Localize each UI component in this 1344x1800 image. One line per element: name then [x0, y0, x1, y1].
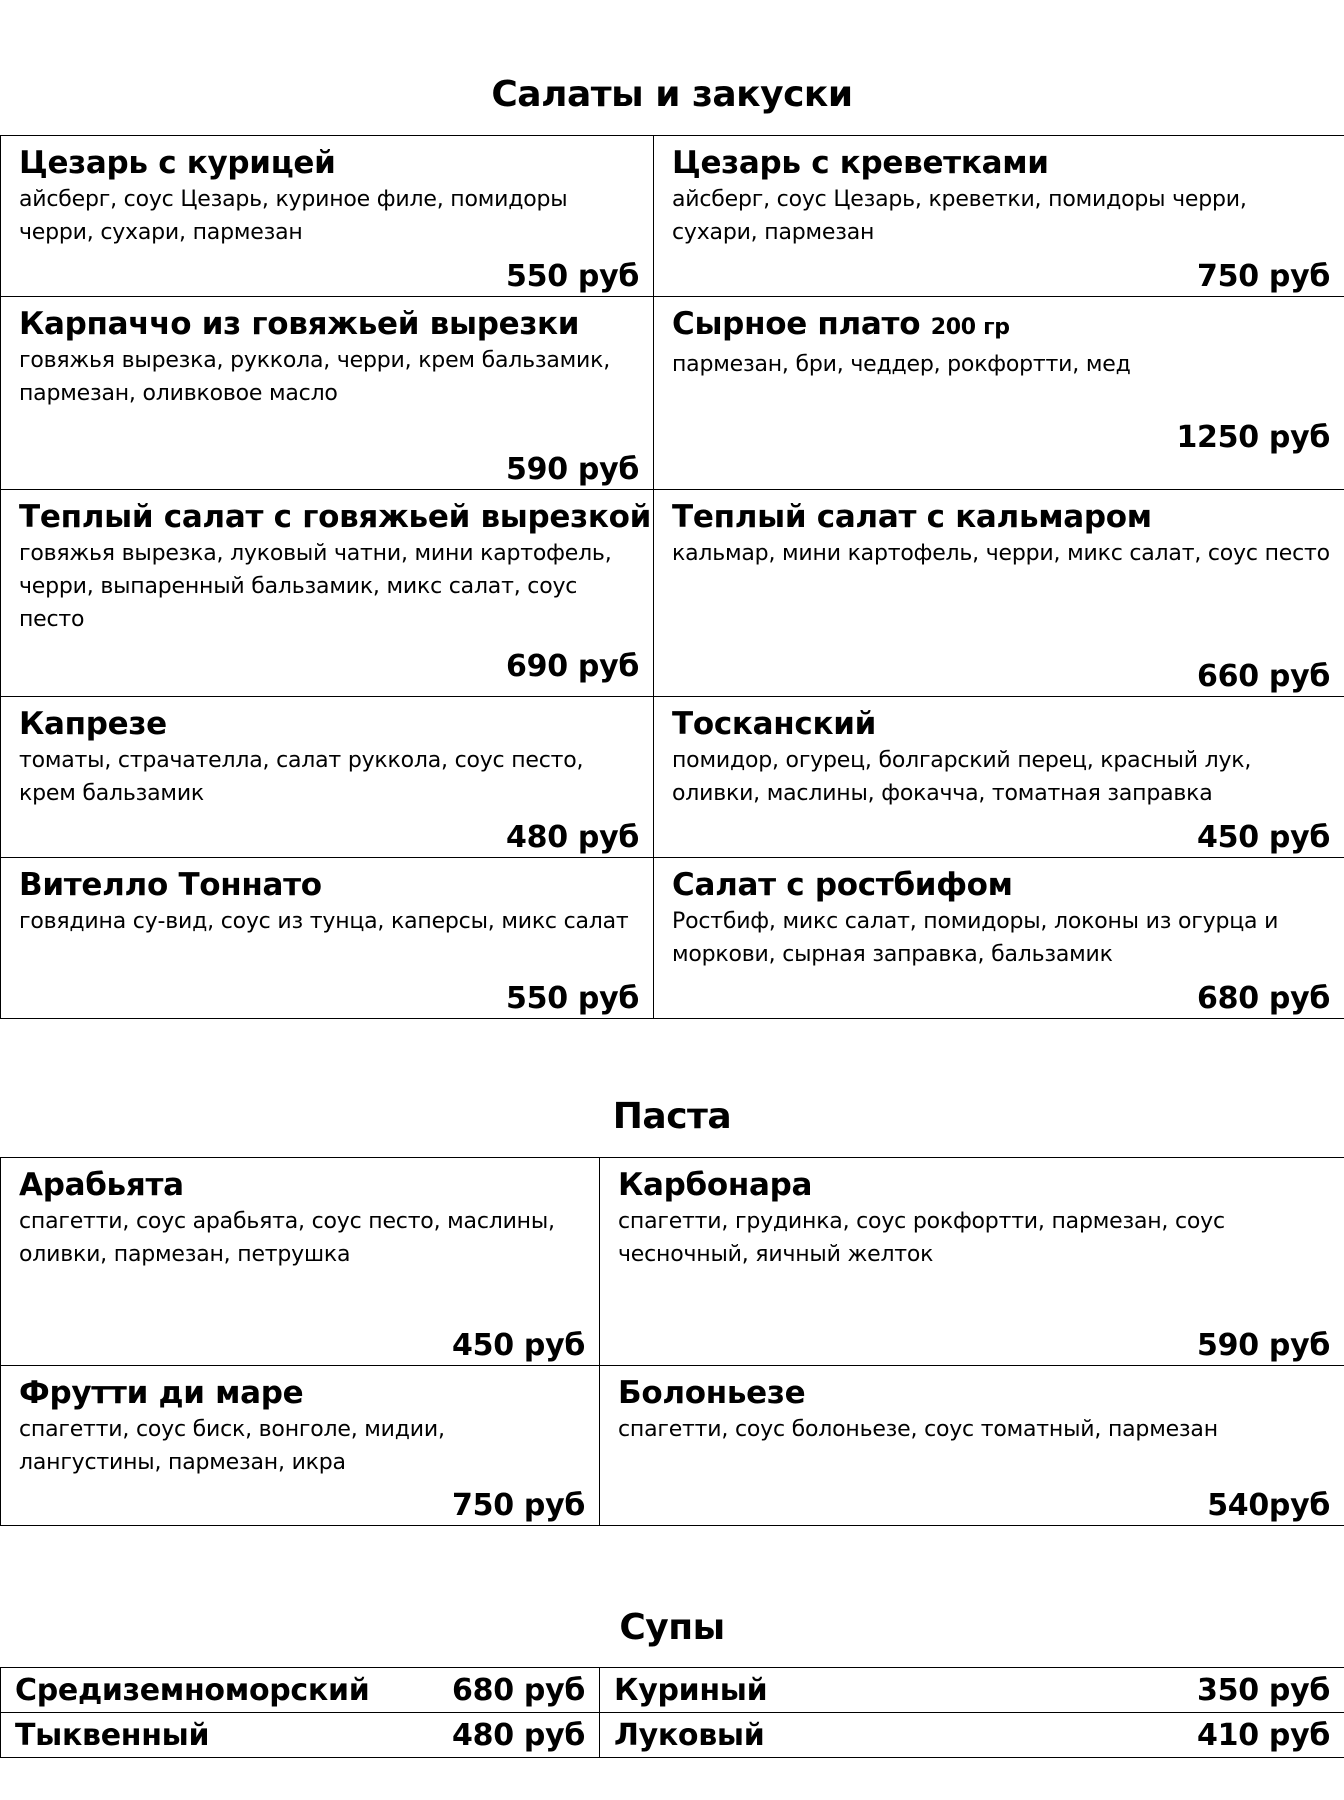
dish-name: Тосканский [672, 706, 877, 742]
dish-price: 480 руб [506, 820, 639, 855]
dish-name: Капрезе [19, 706, 167, 742]
dish-price: 750 руб [452, 1488, 585, 1523]
soup-name: Средиземноморский [15, 1672, 370, 1708]
dish-name: Салат с ростбифом [672, 867, 1013, 903]
section-title-salads: Салаты и закуски [491, 74, 853, 115]
menu-item [1, 858, 654, 1019]
dish-name: Болоньезе [618, 1375, 806, 1411]
menu-item [1, 1158, 600, 1366]
dish-description: говядина су-вид, соус из тунца, каперсы, микс салат [19, 909, 629, 934]
section-title-pasta: Паста [612, 1096, 732, 1137]
dish-description: пармезан, бри, чеддер, рокфортти, мед [672, 352, 1131, 377]
soup-item [1, 1668, 600, 1713]
dish-price: 550 руб [506, 981, 639, 1016]
soup-price: 410 руб [1197, 1717, 1330, 1753]
soup-name: Тыквенный [15, 1717, 210, 1753]
menu-item [600, 1158, 1344, 1366]
dish-price: 450 руб [1197, 820, 1330, 855]
dish-name-text: Сырное плато [672, 306, 921, 342]
dish-price: 590 руб [1197, 1328, 1330, 1363]
dish-description: айсберг, соус Цезарь, куриное филе, помидоры черри, сухари, пармезан [19, 187, 568, 245]
menu-item [654, 297, 1344, 490]
menu-item [1, 136, 654, 297]
menu-item [1, 297, 654, 490]
menu-item [1, 490, 654, 697]
soup-item [1, 1713, 600, 1758]
dish-name: Вителло Тоннато [19, 867, 322, 903]
dish-name: Карбонара [618, 1167, 813, 1203]
dish-description: спагетти, соус биск, вонголе, мидии, лангустины, пармезан, икра [19, 1417, 445, 1475]
dish-description: говяжья вырезка, руккола, черри, крем бальзамик, пармезан, оливковое масло [19, 348, 611, 406]
dish-name: Теплый салат с кальмаром [672, 499, 1152, 535]
dish-description: спагетти, грудинка, соус рокфортти, пармезан, соус чесночный, яичный желток [618, 1209, 1225, 1267]
dish-price: 1250 руб [1176, 420, 1330, 455]
dish-name: Теплый салат с говяжьей вырезкой [19, 499, 652, 535]
dish-price: 590 руб [506, 452, 639, 487]
dish-description: айсберг, соус Цезарь, креветки, помидоры черри, сухари, пармезан [672, 187, 1247, 245]
soup-price: 680 руб [452, 1672, 585, 1708]
section-title-soups: Супы [619, 1607, 725, 1648]
dish-description: Ростбиф, микс салат, помидоры, локоны из огурца и моркови, сырная заправка, бальзамик [672, 909, 1279, 967]
dish-price: 550 руб [506, 259, 639, 294]
dish-price: 690 руб [506, 649, 639, 684]
dish-description: кальмар, мини картофель, черри, микс салат, соус песто [672, 541, 1330, 566]
dish-name: Цезарь с курицей [19, 145, 336, 181]
soup-name: Луковый [614, 1717, 765, 1753]
dish-price: 750 руб [1197, 259, 1330, 294]
menu-item [654, 858, 1344, 1019]
dish-description: говяжья вырезка, луковый чатни, мини картофель, черри, выпаренный бальзамик, микс салат, соус песто [19, 541, 612, 632]
pasta-table [0, 1157, 1344, 1526]
menu-item [1, 697, 654, 858]
dish-name: Арабьята [19, 1167, 184, 1203]
menu-item [600, 1366, 1344, 1526]
menu-item [654, 490, 1344, 697]
dish-name: Карпаччо из говяжьей вырезки [19, 306, 580, 342]
soup-name: Куриный [614, 1672, 768, 1708]
menu-item [654, 697, 1344, 858]
dish-price: 540руб [1207, 1488, 1330, 1523]
dish-price: 450 руб [452, 1328, 585, 1363]
dish-weight: 200 гр [930, 315, 1010, 340]
soup-item [600, 1668, 1344, 1713]
soup-item [600, 1713, 1344, 1758]
dish-name: Цезарь с креветками [672, 145, 1049, 181]
menu-item [1, 1366, 600, 1526]
soup-price: 350 руб [1197, 1672, 1330, 1708]
soups-table [0, 1667, 1344, 1758]
dish-description: томаты, страчателла, салат руккола, соус песто, крем бальзамик [19, 748, 584, 806]
salads-table [0, 135, 1344, 1019]
dish-price: 660 руб [1197, 659, 1330, 694]
soup-price: 480 руб [452, 1717, 585, 1753]
dish-description: спагетти, соус арабьята, соус песто, маслины, оливки, пармезан, петрушка [19, 1209, 555, 1267]
dish-name [672, 305, 1330, 347]
dish-name: Фрутти ди маре [19, 1375, 304, 1411]
dish-description: помидор, огурец, болгарский перец, красный лук, оливки, маслины, фокачча, томатная заправка [672, 748, 1252, 806]
dish-description: спагетти, соус болоньезе, соус томатный, пармезан [618, 1417, 1218, 1442]
menu-item [654, 136, 1344, 297]
dish-price: 680 руб [1197, 981, 1330, 1016]
